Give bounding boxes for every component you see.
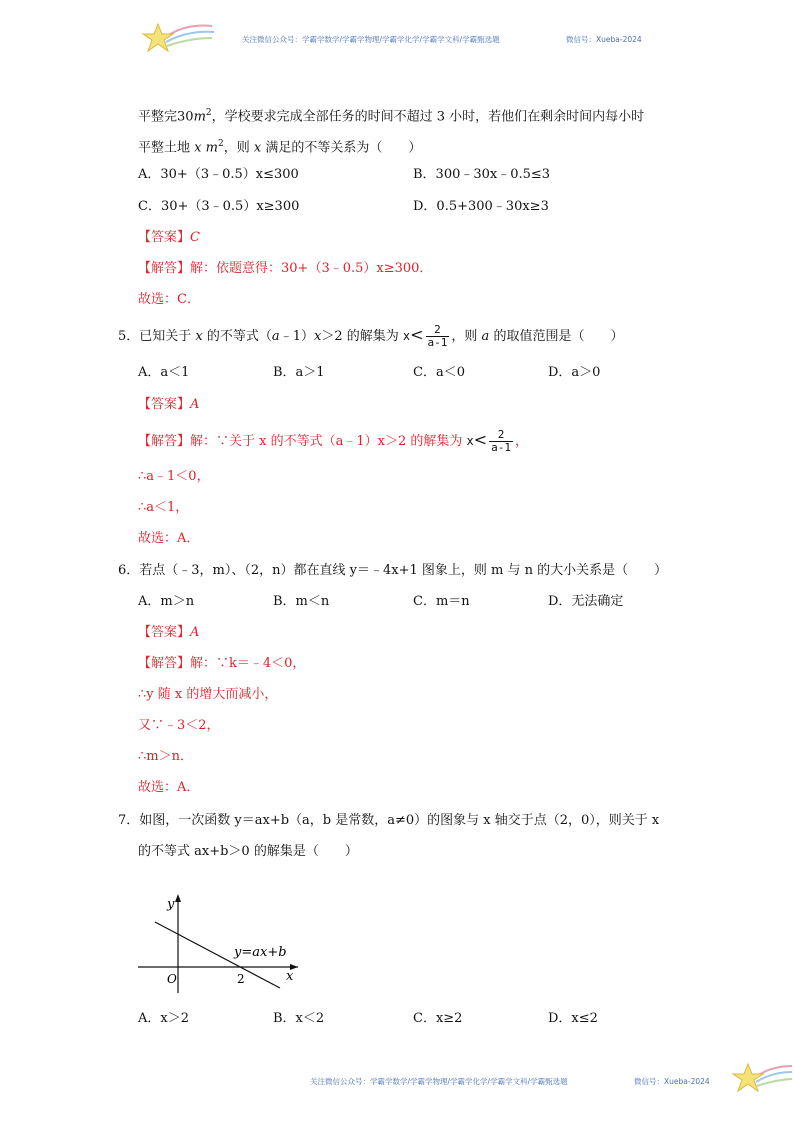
shooting-star-icon	[140, 18, 220, 58]
line-label: y=ax+b	[234, 945, 287, 960]
q6-option-d: D．无法确定	[548, 594, 624, 609]
footer-wechat-id: 微信号：Xueba-2024	[634, 1077, 710, 1086]
q7-option-d: D．x≤2	[548, 1011, 598, 1026]
q6-option-a: A．m＞n	[138, 594, 195, 609]
q5-option-d: D．a＞0	[548, 365, 601, 380]
q6-stem: 6．若点（﹣3，m）、（2，n）都在直线 y＝﹣4x+1 图象上，则 m 与 n 的大小关系是（ ）	[118, 563, 668, 578]
q6-step3: ∴m＞n．	[138, 749, 193, 764]
q7-function-graph	[130, 888, 310, 998]
q7-option-b: B．x＜2	[273, 1011, 325, 1026]
q4-option-c: C．30+（3﹣0.5）x≥300	[138, 199, 300, 214]
q4-line1: 平整完$30m^2$，学校要求完成全部任务的时间不超过 3 小时，若他们在剩余时间内每小时	[138, 108, 645, 125]
header-follow-text: 关注微信公众号：学霸学数学/学霸学物理/学霸学化学/学霸学文科/学霸甄选题	[242, 35, 500, 44]
q6-jieda: 【解答】解：∵k＝﹣4＜0，	[138, 656, 306, 671]
q5-jieda-fraction: $\frac{2}{a-1}$	[491, 428, 512, 454]
q5-fraction: $\frac{2}{a-1}$	[427, 323, 448, 349]
q6-guxuan: 故选：A．	[138, 780, 200, 795]
origin-label: O	[167, 972, 177, 986]
q5-jieda: 【解答】解：∵关于 x 的不等式（a﹣1）x＞2 的解集为 x< $\frac{2}{a-1}$ ，	[138, 428, 529, 454]
q5-step2: ∴a＜1，	[138, 500, 189, 515]
q5-option-b: B．a＞1	[273, 365, 325, 380]
q5-step1: ∴a﹣1＜0，	[138, 469, 210, 484]
q4-guxuan: 故选：C．	[138, 292, 200, 307]
q7-stem-line2: 的不等式 ax+b＞0 的解集是（ ）	[138, 844, 358, 859]
y-axis-arrow	[175, 894, 181, 902]
y-axis-label: y	[167, 897, 175, 912]
q5-option-a: A．a＜1	[138, 365, 190, 380]
shooting-star-icon	[730, 1058, 794, 1098]
q6-step1: ∴y 随 x 的增大而减小，	[138, 687, 278, 702]
q7-option-c: C．x≥2	[413, 1011, 463, 1026]
q6-option-b: B．m＜n	[273, 594, 330, 609]
q5-answer: 【答案】A	[138, 397, 200, 412]
q4-answer: 【答案】C	[138, 230, 200, 245]
x-axis-label: x	[286, 969, 294, 984]
q6-option-c: C．m＝n	[413, 594, 470, 609]
q6-step2: 又∵﹣3＜2，	[138, 718, 220, 733]
q4-line2: 平整土地 x $m^2$，则 x 满足的不等关系为（ ）	[138, 139, 422, 156]
q5-stem: 5．已知关于 x 的不等式（a﹣1）x＞2 的解集为 x< $\frac{2}{a-1}$ ，则 a 的取值范围是（ ）	[118, 323, 624, 349]
q7-option-a: A．x＞2	[138, 1011, 189, 1026]
q5-option-c: C．a＜0	[413, 365, 465, 380]
x-tick-label: 2	[237, 972, 245, 986]
q4-option-a: A．30+（3﹣0.5）x≤300	[138, 167, 299, 182]
q4-option-d: D．0.5+300﹣30x≥3	[413, 199, 549, 214]
q4-jieda: 【解答】解：依题意得：30+（3﹣0.5）x≥300．	[138, 261, 433, 276]
header-wechat-id: 微信号：Xueba-2024	[566, 35, 642, 44]
q4-option-b: B．300﹣30x﹣0.5≤3	[413, 167, 551, 182]
q6-answer: 【答案】A	[138, 625, 200, 640]
q7-stem-line1: 7．如图，一次函数 y＝ax+b（a，b 是常数，a≠0）的图象与 x 轴交于点（2，0），则关于 x	[118, 813, 660, 828]
footer-follow-text: 关注微信公众号：学霸学数学/学霸学物理/学霸学化学/学霸学文科/学霸甄选题	[310, 1077, 568, 1086]
q5-guxuan: 故选：A．	[138, 531, 200, 546]
